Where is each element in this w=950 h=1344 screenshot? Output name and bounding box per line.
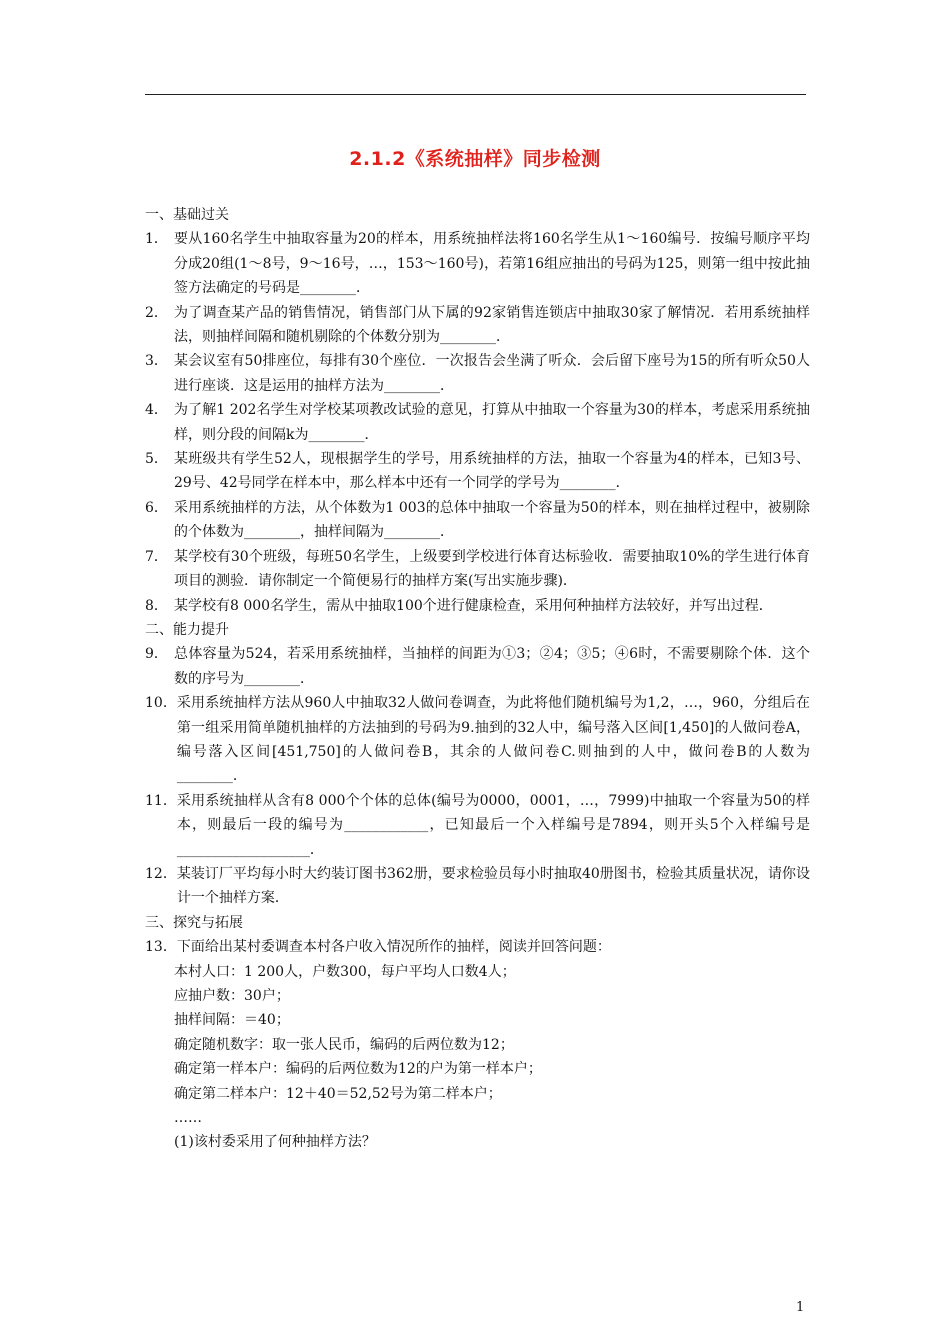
q13-line: 本村人口：1 200人，户数300，每户平均人口数4人；: [174, 963, 516, 980]
question-number: 4．: [145, 402, 168, 419]
q13-subquestion: (1)该村委采用了何种抽样方法？: [174, 1134, 376, 1151]
q13-line: 应抽户数：30户；: [174, 988, 290, 1004]
question-text: 采用系统抽样的方法，从个体数为1 003的总体中抽取一个容量为50的样本，则在抽样过程中，被剔除的个体数为________，抽样间隔为________．: [174, 499, 810, 541]
section-heading-explore: 三、探究与拓展: [145, 914, 243, 931]
question-number: 12．: [145, 865, 177, 882]
question-text: 要从160名学生中抽取容量为20的样本，用系统抽样法将160名学生从1～160编号．按编号顺序平均分成20组(1～8号，9～16号，…，153～160号)，若第16组应抽出的号码为125，则第一组中按此抽签方法确定的号码是________．: [174, 231, 810, 297]
question-number: 1．: [145, 231, 168, 248]
page-number: 1: [796, 1300, 805, 1315]
question-text: 采用系统抽样方法从960人中抽取32人做问卷调查，为此将他们随机编号为1,2，…，960，分组后在第一组采用简单随机抽样的方法抽到的号码为9.抽到的32人中，编号落入区间[1,450]的人做问卷A，编号落入区间[451,750]的人做问卷B，其余的人做问卷C.则抽到的人中，做问卷B的人数为________．: [176, 695, 810, 785]
q13-line: 确定第一样本户：编码的后两位数为12的户为第一样本户；: [174, 1061, 542, 1078]
question-number: 6．: [145, 499, 168, 516]
question-number: 13．: [145, 939, 177, 956]
question-8: [145, 594, 810, 618]
question-7: [145, 545, 810, 594]
question-12: [145, 862, 810, 911]
document-body: [145, 203, 810, 1155]
question-number: 10．: [145, 695, 177, 712]
header-rule: [145, 94, 806, 95]
question-text: 某会议室有50排座位，每排有30个座位．一次报告会坐满了听众．会后留下座号为15的所有听众50人进行座谈．这是运用的抽样方法为________．: [174, 353, 810, 394]
question-text: 采用系统抽样从含有8 000个个体的总体(编号为0000，0001，…，7999)中抽取一个容量为50的样本，则最后一段的编号为____________，已知最后一个入样编号是7894，则开头5个入样编号是___________________．: [176, 792, 810, 858]
question-3: [145, 349, 810, 398]
question-1: [145, 227, 810, 300]
q13-line: 抽样间隔：＝40；: [174, 1012, 290, 1029]
q13-line: 确定随机数字：取一张人民币，编码的后两位数为12；: [174, 1036, 514, 1053]
q13-line: ……: [174, 1110, 202, 1127]
question-2: [145, 301, 810, 350]
question-text: 为了调查某产品的销售情况，销售部门从下属的92家销售连锁店中抽取30家了解情况．若用系统抽样法，则抽样间隔和随机剔除的个体数分别为________．: [174, 304, 810, 346]
question-text: 某学校有30个班级，每班50名学生，上级要到学校进行体育达标验收．需要抽取10%的学生进行体育项目的测验．请你制定一个简便易行的抽样方案(写出实施步骤)．: [174, 548, 810, 590]
question-number: 9．: [145, 646, 168, 663]
section-heading-basic: 一、基础过关: [145, 207, 229, 223]
question-number: 3．: [145, 353, 168, 370]
page-title: 2.1.2《系统抽样》同步检测: [349, 148, 601, 170]
question-text: 下面给出某村委调查本村各户收入情况所作的抽样，阅读并回答问题：: [176, 939, 611, 956]
question-number: 7．: [145, 548, 168, 565]
question-text: 为了解1 202名学生对学校某项教改试验的意见，打算从中抽取一个容量为30的样本，考虑采用系统抽样，则分段的间隔k为________．: [174, 402, 810, 443]
question-11: [145, 789, 810, 862]
question-number: 5．: [145, 451, 168, 468]
question-text: 某学校有8 000名学生，需从中抽取100个进行健康检查，采用何种抽样方法较好，并写出过程．: [174, 597, 773, 614]
question-text: 总体容量为524，若采用系统抽样，当抽样的间距为①3；②4；③5；④6时，不需要剔除个体．这个数的序号为________．: [174, 646, 810, 687]
question-9: [145, 642, 810, 691]
q13-line: 确定第二样本户：12＋40＝52,52号为第二样本户；: [174, 1085, 502, 1102]
section-heading-ability: 二、能力提升: [145, 621, 229, 638]
question-10: [145, 691, 810, 789]
question-6: [145, 496, 810, 545]
question-13: [145, 935, 810, 959]
question-number: 11．: [145, 792, 177, 809]
question-5: [145, 447, 810, 496]
question-number: 2．: [145, 304, 168, 321]
question-4: [145, 398, 810, 447]
question-number: 8．: [145, 597, 168, 614]
question-text: 某班级共有学生52人，现根据学生的学号，用系统抽样的方法，抽取一个容量为4的样本，已知3号、29号、42号同学在样本中，那么样本中还有一个同学的学号为________．: [174, 451, 810, 492]
question-text: 某装订厂平均每小时大约装订图书362册，要求检验员每小时抽取40册图书，检验其质量状况，请你设计一个抽样方案．: [176, 865, 810, 907]
